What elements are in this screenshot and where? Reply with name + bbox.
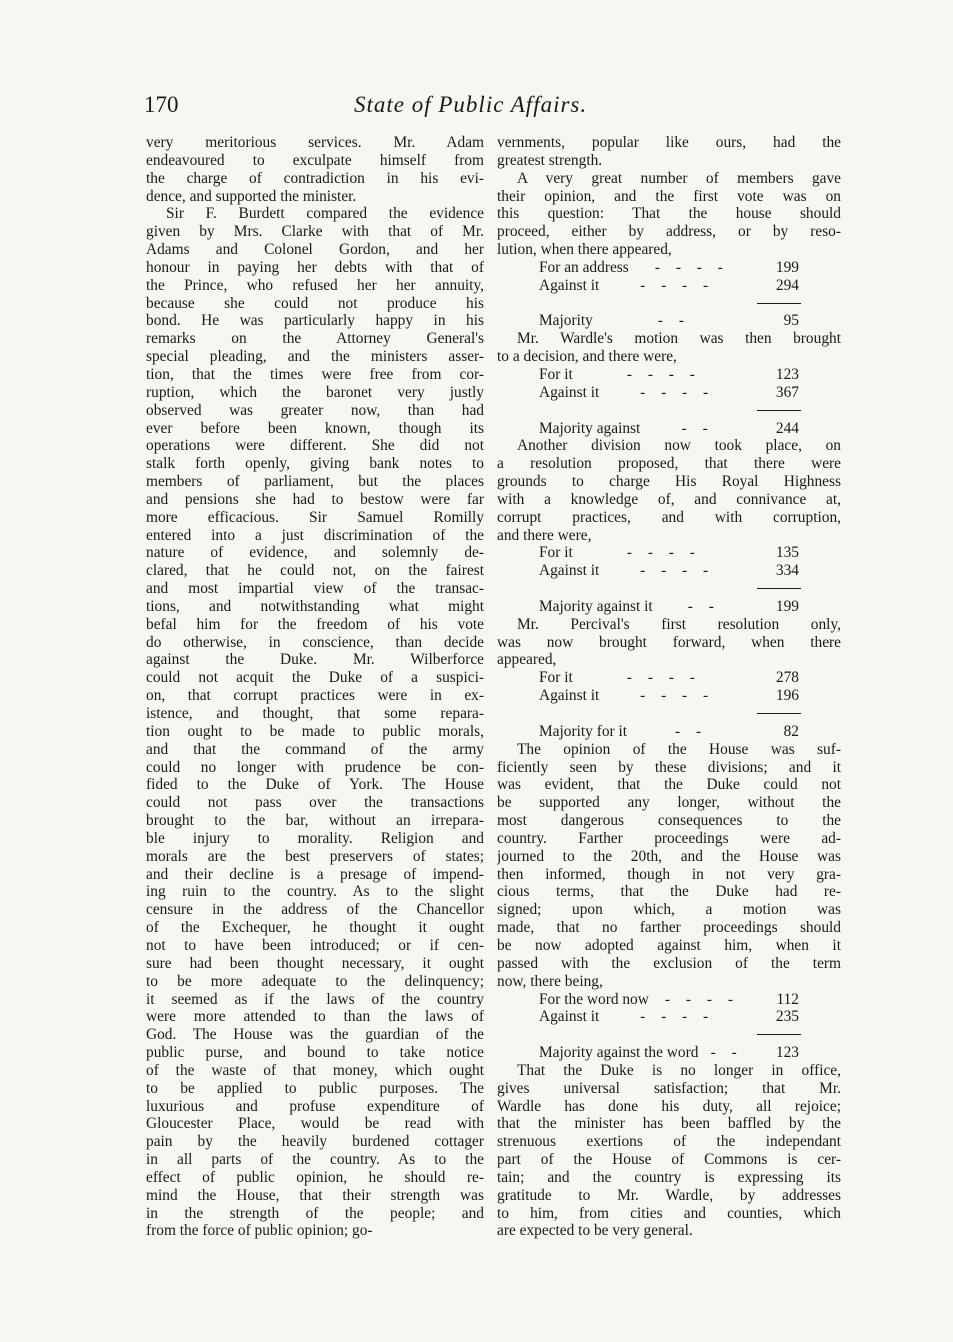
sum-rule [497,1026,841,1044]
page-header [144,92,834,126]
text-line: be supported any longer, without the [497,794,841,812]
vote-label: Against it [539,276,600,294]
text-line: nature of evidence, and solemnly de- [146,544,484,562]
text-line: lution, when there appeared, [497,241,672,259]
text-line: corrupt practices, and with corruption, [497,508,841,526]
text-line: appeared, [497,651,557,669]
vote-count: 112 [776,990,799,1008]
vote-label: For the word now [539,990,649,1008]
text-line: to be more adequate to the delinquency; [146,972,484,990]
text-line: country. Farther proceedings were ad- [497,829,841,847]
running-title: State of Public Affairs. [354,92,588,117]
vote-majority-row [497,1044,841,1062]
vote-majority-row [497,312,841,330]
text-line: tions, and notwithstanding what might [146,597,484,615]
text-line: on, that corrupt practices were in ex- [146,687,484,705]
text-line: tion, that the times were free from cor- [146,365,484,383]
dot-leader: - - [681,419,714,437]
text-line: was evident, that the Duke could not [497,776,841,794]
text-line: to a decision, and there were, [497,348,677,366]
text-line: it seemed as if the laws of the country [146,990,484,1008]
text-line: and most impartial view of the transac- [146,580,484,598]
text-line: stalk forth openly, giving bank notes to [146,455,484,473]
dot-leader: - - - - [640,562,715,580]
text-line: their opinion, and the first vote was on [497,187,841,205]
text-line: do otherwise, in conscience, than decide [146,633,484,651]
dot-leader: - - - - [654,258,729,276]
vote-for-row [497,544,841,562]
text-line: was now brought forward, when there [497,633,841,651]
left-column [146,134,484,1240]
vote-count: 135 [775,544,799,562]
text-line: because she could not produce his [146,294,484,312]
page-number: 170 [144,92,179,117]
text-line: could not acquit the Duke of a suspici- [146,669,484,687]
vote-label: Against it [539,383,600,401]
text-line: censure in the address of the Chancellor [146,901,484,919]
text-line: and there were, [497,526,592,544]
text-line: cious terms, that the Duke had re- [497,883,841,901]
text-line: Gloucester Place, would be read with [146,1115,484,1133]
vote-for-row [497,366,841,384]
vote-label: Majority [539,312,593,330]
text-line: part of the House of Commons is cer- [497,1151,841,1169]
text-line: effect of public opinion, he should re- [146,1168,484,1186]
vote-against-row [497,562,841,580]
text-line: ever before been known, though its [146,419,484,437]
text-line: strenuous exertions of the independant [497,1133,841,1151]
text-line: God. The House was the guardian of the [146,1026,484,1044]
vote-label: For it [539,669,573,687]
vote-count: 367 [775,383,799,401]
text-line: gives universal satisfaction; that Mr. [497,1079,841,1097]
text-line: journed to the 20th, and the House was [497,847,841,865]
sum-rule [497,402,841,420]
vote-count: 278 [775,669,799,687]
text-line: A very great number of members gave [517,169,841,187]
text-line: were more attended to than the laws of [146,1008,484,1026]
vote-count: 196 [775,687,799,705]
text-line: operations were different. She did not [146,437,484,455]
vote-for-row [497,991,841,1009]
text-line: in all parts of the country. As to the [146,1151,484,1169]
text-line: proceed, either by address, or by reso- [497,223,841,241]
text-line: passed with the exclusion of the term [497,954,841,972]
vote-label: For it [539,544,573,562]
vote-majority-row [497,420,841,438]
text-line: Mr. Percival's first resolution only, [517,615,841,633]
vote-against-row [497,277,841,295]
text-line: from the force of public opinion; go- [146,1222,373,1240]
text-line: not to have been introduced; or if cen- [146,936,484,954]
text-line: grounds to charge His Royal Highness [497,473,841,491]
text-line: members of parliament, but the places [146,473,484,491]
text-line: this question: That the house should [497,205,841,223]
text-line: Wardle has done his duty, all rejoice; [497,1097,841,1115]
text-line: could not pass over the transactions [146,794,484,812]
text-line: greatest strength. [497,151,603,169]
text-line: That the Duke is no longer in office, [517,1061,841,1079]
text-line: are expected to be very general. [497,1222,693,1240]
text-line: clared, that he could not, on the fairest [146,562,484,580]
dot-leader: - - - - [626,365,701,383]
text-line: endeavoured to exculpate himself from [146,151,484,169]
text-line: more efficacious. Sir Samuel Romilly [146,508,484,526]
vote-count: 235 [775,1008,799,1026]
sum-rule [497,580,841,598]
dot-leader: - - - - [664,990,739,1008]
text-line: honour in paying her debts with that of [146,258,484,276]
vote-against-row [497,687,841,705]
text-line: given by Mrs. Clarke with that of Mr. [146,223,484,241]
text-line: ing ruin to the country. As to the slight [146,883,484,901]
vote-count: 95 [783,312,799,330]
text-line: Sir F. Burdett compared the evidence [166,205,484,223]
text-line: pain by the heavily burdened cottager [146,1133,484,1151]
dot-leader: - - [710,1044,743,1062]
vote-for-row [497,259,841,277]
text-line: mind the House, that their strength was [146,1186,484,1204]
text-line: entered into a just discrimination of the [146,526,484,544]
vote-label: For it [539,365,573,383]
text-line: most dangerous consequences to the [497,812,841,830]
text-line: ficiently seen by these divisions; and it [497,758,841,776]
vote-majority-row [497,598,841,616]
vote-majority-row [497,723,841,741]
text-line: with a knowledge of, and connivance at, [497,490,841,508]
vote-label: Majority against it [539,597,653,615]
text-line: fided to the Duke of York. The House [146,776,484,794]
dot-leader: - - - - [640,1008,715,1026]
text-line: Mr. Wardle's motion was then brought [517,330,841,348]
vote-label: Majority against [539,419,641,437]
vote-against-row [497,384,841,402]
text-line: against the Duke. Mr. Wilberforce [146,651,484,669]
text-line: tain; and the country is expressing its [497,1168,841,1186]
text-line: dence, and supported the minister. [146,187,357,205]
text-line: and pensions she had to bestow were far [146,490,484,508]
vote-label: Majority for it [539,722,628,740]
vote-label: Majority against the word [539,1044,699,1062]
text-line: now, there being, [497,972,603,990]
text-line: public purse, and bound to take notice [146,1044,484,1062]
sum-rule [497,295,841,313]
vote-count: 294 [775,276,799,294]
vote-for-row [497,669,841,687]
text-line: remarks on the Attorney General's [146,330,484,348]
text-line: morals are the best preservers of states; [146,847,484,865]
dot-leader: - - - - [626,544,701,562]
text-line: ble injury to morality. Religion and [146,829,484,847]
text-line: the charge of contradiction in his evi- [146,169,484,187]
vote-count: 244 [775,419,799,437]
dot-leader: - - - - [640,687,715,705]
dot-leader: - - - - [626,669,701,687]
right-column [497,134,841,1240]
text-line: the Prince, who refused her her annuity, [146,276,484,294]
text-line: The opinion of the House was suf- [517,740,841,758]
vote-label: Against it [539,687,600,705]
text-line: and that the command of the army [146,740,484,758]
text-line: very meritorious services. Mr. Adam [146,134,484,151]
text-line: signed; upon which, a motion was [497,901,841,919]
dot-leader: - - - - [640,276,715,294]
vote-count: 334 [775,562,799,580]
vote-count: 199 [775,258,799,276]
text-line: and their decline is a presage of impend- [146,865,484,883]
dot-leader: - - - - [640,383,715,401]
text-line: brought to the bar, without an irrepara- [146,812,484,830]
text-line: then informed, though in not very gra- [497,865,841,883]
dot-leader: - - [687,597,720,615]
dot-leader: - - [657,312,690,330]
text-line: made, that no farther proceedings should [497,919,841,937]
text-line: istence, and thought, that some repara- [146,705,484,722]
text-line: of the waste of that money, which ought [146,1061,484,1079]
text-line: tion ought to be made to public morals, [146,722,484,740]
vote-label: For an address [539,258,629,276]
text-line: in the strength of the people; and [146,1204,484,1222]
text-line: bond. He was particularly happy in his [146,312,484,330]
text-line: to be applied to public purposes. The [146,1079,484,1097]
text-line: special pleading, and the ministers asser- [146,348,484,366]
text-line: observed was greater now, than had [146,401,484,419]
sum-rule [497,705,841,723]
text-line: be now adopted against him, when it [497,936,841,954]
vote-count: 82 [783,722,799,740]
text-line: vernments, popular like ours, had the [497,134,841,151]
text-line: a resolution proposed, that there were [497,455,841,473]
vote-against-row [497,1008,841,1026]
text-line: gratitude to Mr. Wardle, by addresses [497,1186,841,1204]
text-line: to him, from cities and counties, which [497,1204,841,1222]
vote-count: 123 [775,365,799,383]
text-line: luxurious and profuse expenditure of [146,1097,484,1115]
text-line: of the Exchequer, he thought it ought [146,919,484,937]
text-line: Adams and Colonel Gordon, and her [146,241,484,259]
vote-count: 123 [775,1044,799,1062]
dot-leader: - - [674,722,708,740]
text-line: ruption, which the baronet very justly [146,383,484,401]
text-line: that the minister has been baffled by the [497,1115,841,1133]
vote-label: Against it [539,1008,600,1026]
vote-label: Against it [539,562,600,580]
vote-count: 199 [775,597,799,615]
text-line: Another division now took place, on [517,437,841,455]
text-line: sure had been thought necessary, it ought [146,954,484,972]
text-line: befal him for the freedom of his vote [146,615,484,633]
text-line: could no longer with prudence be con- [146,758,484,776]
